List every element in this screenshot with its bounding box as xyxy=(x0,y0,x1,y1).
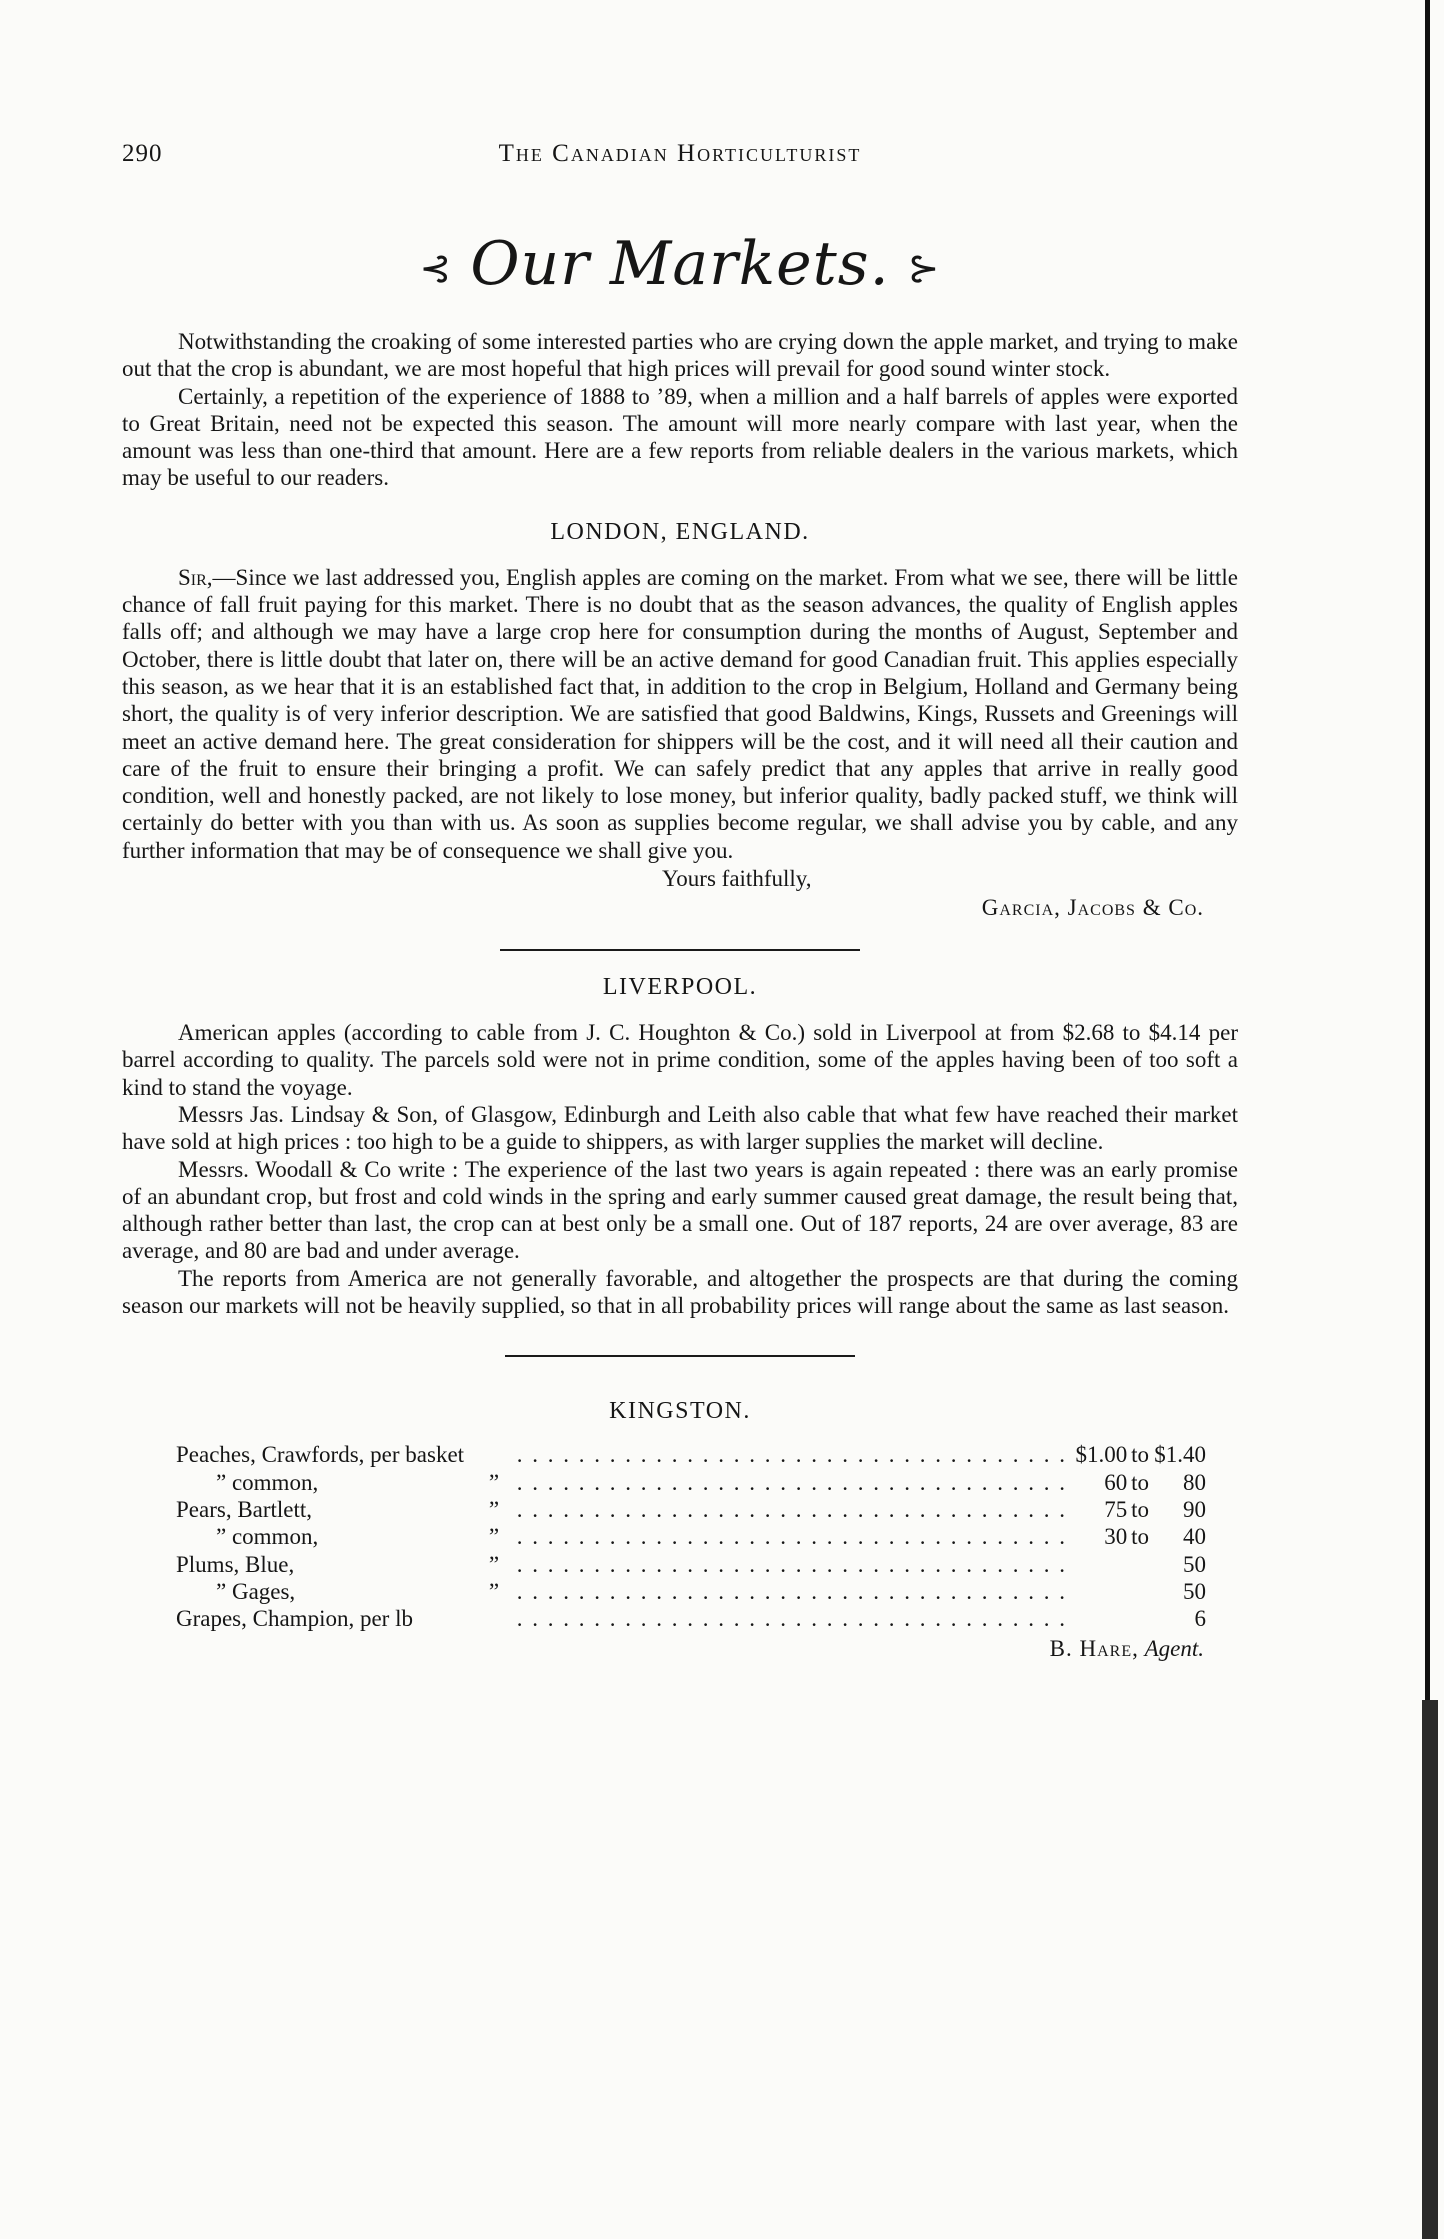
price-to xyxy=(1127,1605,1153,1632)
price-to: to xyxy=(1131,1442,1149,1468)
section-divider xyxy=(500,949,860,951)
price-low xyxy=(1067,1578,1127,1605)
price-high: 90 xyxy=(1183,1496,1206,1522)
price-row xyxy=(176,1605,1206,1632)
price-item: ” Gages, xyxy=(216,1578,296,1604)
section-title xyxy=(122,229,1238,299)
price-ditto xyxy=(471,1605,517,1632)
price-item: Pears, Bartlett, xyxy=(176,1496,313,1522)
price-high: 40 xyxy=(1183,1524,1206,1550)
ornament-right-icon: ⊱ xyxy=(907,246,941,291)
price-high: 6 xyxy=(1194,1606,1206,1632)
price-high: 80 xyxy=(1183,1469,1206,1495)
liverpool-paragraph: The reports from America are not generally favorable, and altogether the prospects are that during the coming season our markets will not be heavily supplied, so that in all probability prices will range about the same as last season. xyxy=(122,1265,1238,1319)
london-salutation: Sir, xyxy=(178,564,213,590)
price-row xyxy=(176,1441,1206,1468)
price-leader: . . . . . . . . . . . . . . . . . . . . . . . . . . . . . . . . . . . . xyxy=(516,1496,1067,1522)
price-low: 75 xyxy=(1104,1496,1128,1522)
price-low xyxy=(1067,1551,1127,1578)
price-high: 50 xyxy=(1183,1578,1206,1604)
price-item: ” common, xyxy=(216,1524,319,1550)
section-title-text: Our Markets. xyxy=(470,229,890,299)
intro xyxy=(122,328,1238,492)
price-leader: . . . . . . . . . . . . . . . . . . . . . . . . . . . . . . . . . . . . xyxy=(516,1551,1067,1577)
price-high: 50 xyxy=(1183,1551,1206,1577)
london-heading: LONDON, ENGLAND. xyxy=(550,518,810,545)
price-ditto: ” xyxy=(488,1551,500,1577)
price-row xyxy=(176,1578,1206,1605)
running-head xyxy=(122,140,1238,180)
price-low: 30 xyxy=(1104,1524,1128,1550)
kingston-heading: KINGSTON. xyxy=(609,1398,751,1425)
price-item: Plums, Blue, xyxy=(176,1551,295,1577)
journal-title: The Canadian Horticulturist xyxy=(498,140,862,167)
page xyxy=(122,140,1238,1662)
agent-name: B. Hare, xyxy=(1049,1636,1139,1662)
price-leader: . . . . . . . . . . . . . . . . . . . . . . . . . . . . . . . . . . . . xyxy=(516,1524,1067,1550)
price-item: Grapes, Champion, per lb xyxy=(176,1606,413,1632)
liverpool-paragraph: Messrs Jas. Lindsay & Son, of Glasgow, Edinburgh and Leith also cable that what few have reached their market have sold at high prices : too high to be a guide to shippers, as with larger supplies the market will decline. xyxy=(122,1101,1238,1155)
kingston-agent xyxy=(122,1636,1238,1662)
price-ditto: ” xyxy=(488,1496,500,1522)
london-signature: Garcia, Jacobs & Co. xyxy=(981,895,1204,921)
ornament-left-icon: ⊰ xyxy=(419,246,453,291)
liverpool-heading: LIVERPOOL. xyxy=(602,974,758,1001)
london-closing: Yours faithfully, xyxy=(662,866,812,892)
price-item: Peaches, Crawfords, per basket xyxy=(176,1442,465,1468)
liverpool-paragraph: Messrs. Woodall & Co write : The experience of the last two years is again repeated : there was an early promise of an abundant crop, but frost and cold winds in the spring and early summer caused great damage, the result being that, although rather better than last, the crop can at best only be a small one. Out of 187 reports, 24 are over average, 83 are average, and 80 are bad and under average. xyxy=(122,1156,1238,1264)
page-number: 290 xyxy=(122,140,163,167)
price-leader: . . . . . . . . . . . . . . . . . . . . . . . . . . . . . . . . . . . . xyxy=(516,1578,1067,1604)
price-low xyxy=(1067,1605,1127,1632)
price-low: $1.00 xyxy=(1075,1442,1128,1468)
price-to: to xyxy=(1131,1496,1149,1522)
price-high: $1.40 xyxy=(1154,1442,1206,1468)
price-low: 60 xyxy=(1104,1469,1128,1495)
price-rows xyxy=(176,1441,1206,1632)
agent-role: Agent. xyxy=(1144,1636,1204,1662)
price-ditto xyxy=(471,1441,517,1468)
price-ditto: ” xyxy=(488,1469,500,1495)
price-to: to xyxy=(1131,1469,1149,1495)
price-leader: . . . . . . . . . . . . . . . . . . . . . . . . . . . . . . . . . . . . xyxy=(516,1606,1067,1632)
liverpool-paragraph: American apples (according to cable from J. C. Houghton & Co.) sold in Liverpool at from $2.68 to $4.14 per barrel according to quality. The parcels sold were not in prime condition, some of the apples having been of too soft a kind to stand the voyage. xyxy=(122,1020,1238,1100)
price-to: to xyxy=(1131,1524,1149,1550)
price-item: ” common, xyxy=(216,1469,319,1495)
price-row xyxy=(176,1523,1206,1550)
london-letter xyxy=(122,564,1238,864)
page-edge-binding xyxy=(1422,1700,1438,2239)
kingston-price-list xyxy=(176,1441,1206,1632)
intro-paragraph: Certainly, a repetition of the experience of 1888 to ’89, when a million and a half barrels of apples were exported to Great Britain, need not be expected this season. The amount will more nearly compare with last year, when the amount was less than one-third that amount. Here are a few reports from reliable dealers in the various markets, which may be useful to our readers. xyxy=(122,383,1238,491)
price-row xyxy=(176,1469,1206,1496)
price-row xyxy=(176,1551,1206,1578)
price-ditto: ” xyxy=(488,1524,500,1550)
price-row xyxy=(176,1496,1206,1523)
price-ditto: ” xyxy=(488,1578,500,1604)
price-leader: . . . . . . . . . . . . . . . . . . . . . . . . . . . . . . . . . . . . xyxy=(516,1442,1067,1468)
price-leader: . . . . . . . . . . . . . . . . . . . . . . . . . . . . . . . . . . . . xyxy=(516,1469,1067,1495)
intro-paragraph: Notwithstanding the croaking of some interested parties who are crying down the apple market, and trying to make out that the crop is abundant, we are most hopeful that high prices will prevail for good sound winter stock. xyxy=(122,329,1238,382)
price-to xyxy=(1127,1578,1153,1605)
london-letter-body: —Since we last addressed you, English apples are coming on the market. From what we see, there will be little chance of fall fruit paying for this market. There is no doubt that as the season advances, the quality of English apples falls off; and although we may have a large crop here for consumption during the months of August, September and October, there is little doubt that later on, there will be an active demand for good Canadian fruit. This applies especially this season, as we hear that it is an established fact that, in addition to the crop in Belgium, Holland and Germany being short, the quality is of very inferior description. We are satisfied that good Baldwins, Kings, Russets and Greenings will meet an active demand here. The great consideration for shippers will be the cost, and it will need all their caution and care of the fruit to ensure their bringing a profit. We can safely predict that any apples that arrive in really good condition, well and honestly packed, are not likely to lose money, but inferior quality, badly packed stuff, we think will certainly do better with you than with us. As soon as supplies become regular, we shall advise you by cable, and any further information that may be of consequence we shall give you. xyxy=(122,564,1238,863)
section-divider xyxy=(505,1355,855,1357)
price-to xyxy=(1127,1551,1153,1578)
